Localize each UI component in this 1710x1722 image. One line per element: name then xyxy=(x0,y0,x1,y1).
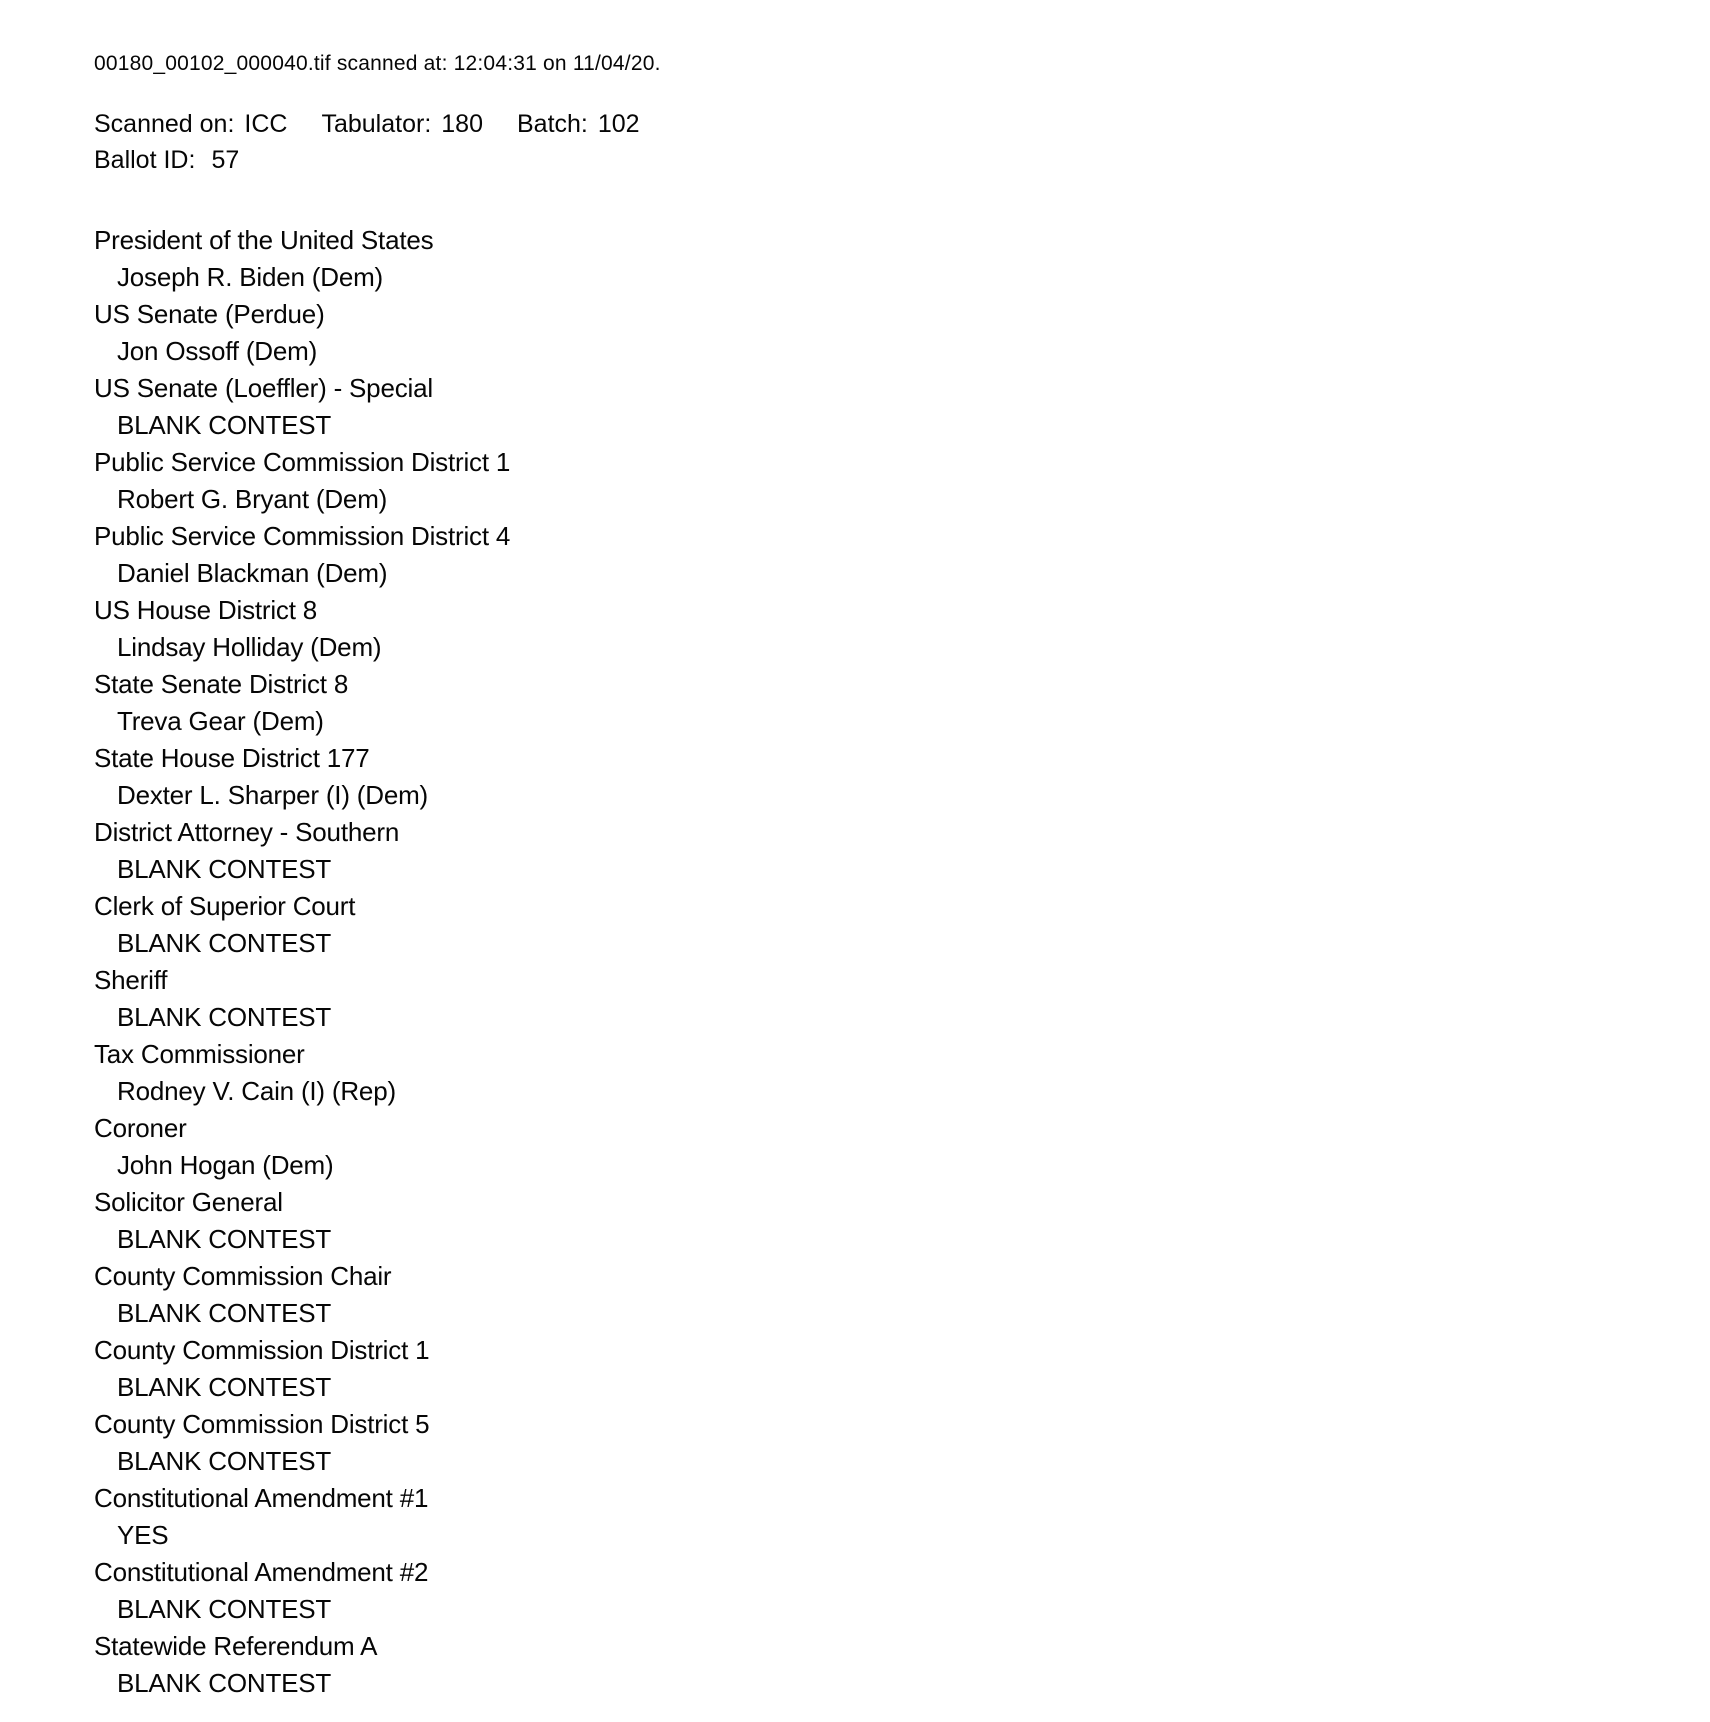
scan-info-line xyxy=(94,106,1710,142)
contest-title: Coroner xyxy=(94,1113,187,1143)
contest-selection: Dexter L. Sharper (I) (Dem) xyxy=(117,780,429,810)
contest-selection: Treva Gear (Dem) xyxy=(117,706,324,736)
scanned-on-value: ICC xyxy=(244,110,288,138)
contest-selection: BLANK CONTEST xyxy=(117,1372,332,1402)
contest-title: County Commission Chair xyxy=(94,1261,392,1291)
contest-selection: BLANK CONTEST xyxy=(117,1668,332,1698)
contest-selection: Joseph R. Biden (Dem) xyxy=(117,262,384,292)
contest-entry xyxy=(94,814,1710,888)
contest-title: District Attorney - Southern xyxy=(94,817,400,847)
contest-title: Public Service Commission District 4 xyxy=(94,521,511,551)
contest-entry xyxy=(94,888,1710,962)
contest-entry xyxy=(94,1554,1710,1628)
batch-label: Batch: xyxy=(516,110,588,138)
contest-entry xyxy=(94,962,1710,1036)
contest-title: Solicitor General xyxy=(94,1187,283,1217)
ballot-id-value: 57 xyxy=(211,146,240,174)
tabulator-pair xyxy=(321,106,483,142)
contest-entry xyxy=(94,222,1710,296)
contest-selection: Lindsay Holliday (Dem) xyxy=(117,632,382,662)
scan-file-line: 00180_00102_000040.tif scanned at: 12:04:31 on 11/04/20. xyxy=(94,52,661,75)
scanned-on-label: Scanned on: xyxy=(94,110,235,138)
contest-entry xyxy=(94,1110,1710,1184)
contest-title: Statewide Referendum A xyxy=(94,1631,378,1661)
contest-selection: BLANK CONTEST xyxy=(117,1298,332,1328)
contest-selection: Robert G. Bryant (Dem) xyxy=(117,484,388,514)
contest-title: President of the United States xyxy=(94,225,434,255)
tabulator-label: Tabulator: xyxy=(321,110,432,138)
contest-selection: YES xyxy=(117,1520,169,1550)
contest-title: US Senate (Perdue) xyxy=(94,299,325,329)
contest-entry xyxy=(94,666,1710,740)
batch-pair xyxy=(517,106,640,142)
contest-selection: BLANK CONTEST xyxy=(117,1446,332,1476)
contest-entry xyxy=(94,444,1710,518)
contest-title: County Commission District 5 xyxy=(94,1409,430,1439)
contest-title: Public Service Commission District 1 xyxy=(94,447,511,477)
contest-selection: BLANK CONTEST xyxy=(117,410,332,440)
contest-entry xyxy=(94,1628,1710,1702)
contest-title: Constitutional Amendment #1 xyxy=(94,1483,429,1513)
contest-title: Tax Commissioner xyxy=(94,1039,305,1069)
contest-entry xyxy=(94,1036,1710,1110)
scanned-on-pair xyxy=(94,106,287,142)
contest-selection: BLANK CONTEST xyxy=(117,854,332,884)
contest-entry xyxy=(94,1184,1710,1258)
contest-selection: BLANK CONTEST xyxy=(117,928,332,958)
contest-selection: Daniel Blackman (Dem) xyxy=(117,558,388,588)
contest-entry xyxy=(94,1480,1710,1554)
contest-title: US House District 8 xyxy=(94,595,318,625)
contest-entry xyxy=(94,518,1710,592)
contest-entry xyxy=(94,1406,1710,1480)
contest-list xyxy=(94,222,1710,1702)
ballot-id-line xyxy=(94,142,1710,178)
contest-title: State Senate District 8 xyxy=(94,669,349,699)
contest-entry xyxy=(94,370,1710,444)
contest-selection: BLANK CONTEST xyxy=(117,1594,332,1624)
contest-title: US Senate (Loeffler) - Special xyxy=(94,373,433,403)
contest-selection: BLANK CONTEST xyxy=(117,1002,332,1032)
contest-selection: Jon Ossoff (Dem) xyxy=(117,336,318,366)
batch-value: 102 xyxy=(597,110,640,138)
contest-title: State House District 177 xyxy=(94,743,370,773)
contest-selection: BLANK CONTEST xyxy=(117,1224,332,1254)
contest-entry xyxy=(94,1258,1710,1332)
contest-entry xyxy=(94,296,1710,370)
contest-title: Clerk of Superior Court xyxy=(94,891,356,921)
contest-selection: Rodney V. Cain (I) (Rep) xyxy=(117,1076,396,1106)
contest-selection: John Hogan (Dem) xyxy=(117,1150,334,1180)
tabulator-value: 180 xyxy=(441,110,483,138)
ballot-id-label: Ballot ID: xyxy=(94,146,196,174)
contest-entry xyxy=(94,592,1710,666)
contest-title: Constitutional Amendment #2 xyxy=(94,1557,429,1587)
contest-entry xyxy=(94,1332,1710,1406)
contest-title: County Commission District 1 xyxy=(94,1335,430,1365)
contest-entry xyxy=(94,740,1710,814)
contest-title: Sheriff xyxy=(94,965,168,995)
